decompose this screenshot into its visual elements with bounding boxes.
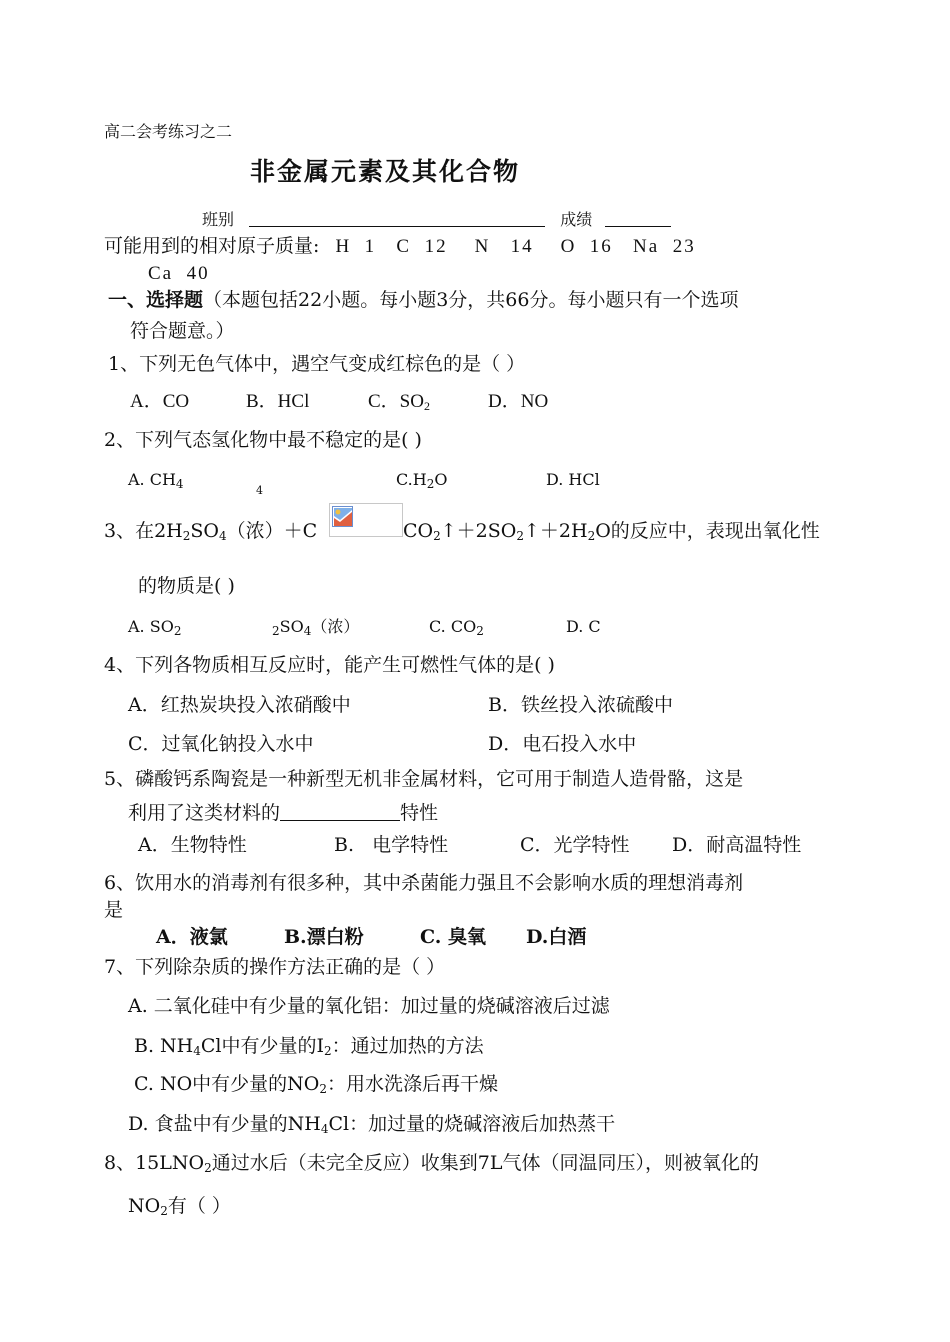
atomic-mass-row [104,234,696,259]
q5-option-c[interactable]: C．光学特性 [520,834,630,856]
q7-option-d-sub-1: 4 [320,1122,329,1136]
q7-option-b[interactable] [134,1034,484,1063]
q3-sub-5: 2 [516,529,525,543]
q3-option-a-text: A. SO [128,617,174,636]
q3-stem-line1-tail [403,519,820,548]
section-instructions-cont: 符合题意。） [130,320,235,342]
q7-option-b-sub-1: 4 [193,1044,201,1058]
q8-text-4: 有（ ） [167,1195,231,1217]
q5-text-pre: 利用了这类材料的 [128,802,281,824]
q3-text-1: 3、在2H [104,520,183,542]
q5-option-b[interactable]: B. 电学特性 [334,834,449,856]
q2-option-a[interactable] [128,468,184,496]
q7-option-b-sub-2: 2 [324,1044,332,1058]
broken-image-icon [332,506,354,528]
q1-option-a[interactable]: A．CO [130,391,190,412]
q7-option-d-text-2: Cl：加过量的烧碱溶液后加热蒸干 [328,1113,616,1135]
q3-option-b[interactable] [272,615,359,643]
q3-text-3: （浓）＋C [226,520,318,542]
q7-option-c-text-2: ：用水洗涤后再干燥 [326,1073,498,1095]
class-blank[interactable] [249,206,545,227]
q8-text-2: 通过水后（未完全反应）收集到7L气体（同温同压），则被氧化的 [211,1152,759,1174]
q8-text-3: NO [128,1195,161,1217]
series-label: 高二会考练习之二 [104,122,233,141]
q5-stem-line2 [128,800,438,825]
q3-sub-1: 2 [182,529,191,543]
q1-option-c-sub: 2 [423,399,430,413]
q1-option-c[interactable] [368,390,430,418]
q8-sub-2: 2 [160,1204,168,1218]
q3-option-b-sub: 2 [272,624,280,638]
score-label: 成绩 [560,210,593,229]
class-row [202,206,671,232]
q8-text-1: 8、15LNO [104,1152,205,1174]
reaction-condition-image [329,503,403,537]
q2-option-c-tail: O [434,470,448,489]
section-heading-row [108,288,738,312]
q3-sub-2: 4 [218,529,227,543]
q3-option-b-text: SO [279,617,304,636]
atomic-mass-values-cont: Ca 40 [148,263,210,284]
q7-option-b-text-2: Cl中有少量的I [200,1035,325,1057]
q3-option-c-sub: 2 [476,624,484,638]
q3-text-5: ↑＋2SO [440,520,517,542]
q3-option-b-tail: （浓） [311,617,360,636]
q3-option-c[interactable] [429,615,484,643]
q7-option-b-text-3: ：通过加热的方法 [331,1035,484,1057]
q3-text-7: O的反应中，表现出氧化性 [595,520,820,542]
q3-stem-line2: 的物质是( ) [138,575,235,597]
q5-option-a[interactable]: A．生物特性 [138,834,247,856]
section-heading: 一、选择题 [108,289,204,311]
atomic-mass-values: H 1 C 12 N 14 O 16 Na 23 [335,236,696,257]
q2-option-b-sub: 4 [256,484,263,497]
class-label: 班别 [202,210,235,229]
page-title: 非金属元素及其化合物 [250,157,521,186]
q1-option-b[interactable]: B．HCl [246,391,310,412]
q3-option-a-sub: 2 [173,624,182,638]
q6-stem-line2: 是 [104,899,124,921]
q3-option-b-sub2: 4 [303,624,312,638]
q1-option-c-text: C．SO [368,391,424,412]
q6-option-b[interactable]: B.漂白粉 [284,926,364,948]
q3-stem-line1 [104,519,317,548]
q4-option-c[interactable]: C．过氧化钠投入水中 [128,733,314,755]
q7-option-c[interactable] [134,1072,498,1101]
q8-stem-line1 [104,1151,759,1180]
q3-sub-4: 2 [433,529,441,543]
q3-option-d[interactable]: D. C [566,617,601,636]
q5-stem-line1: 5、磷酸钙系陶瓷是一种新型无机非金属材料，它可用于制造人造骨骼，这是 [104,768,744,790]
q3-text-4: CO [403,520,434,542]
q6-option-a[interactable]: A．液氯 [156,926,228,948]
q7-option-a[interactable]: A. 二氧化硅中有少量的氧化铝：加过量的烧碱溶液后过滤 [128,995,610,1017]
q3-option-c-text: C. CO [429,617,477,636]
q2-option-c-sub: 2 [426,477,435,491]
q1-option-d[interactable]: D．NO [488,391,549,412]
q2-option-c[interactable] [396,468,447,496]
q8-stem-line2 [128,1194,231,1223]
q2-option-a-sub: 4 [175,477,184,491]
q7-option-d-text-1: D. 食盐中有少量的NH [128,1113,321,1135]
q2-option-a-text: A. CH [128,470,176,489]
q4-option-d[interactable]: D．电石投入水中 [488,733,637,755]
q8-sub-1: 2 [204,1161,212,1175]
q7-option-c-sub-1: 2 [319,1082,327,1096]
q2-option-d[interactable]: D. HCl [546,470,600,489]
q7-option-d[interactable] [128,1112,615,1141]
q3-text-6: ↑＋2H [524,520,588,542]
q5-answer-blank[interactable] [280,800,400,821]
q3-option-a[interactable] [128,615,181,643]
q2-option-c-text: C.H [396,470,427,489]
atomic-mass-label: 可能用到的相对原子质量: [104,235,320,257]
score-blank[interactable] [605,206,671,227]
q5-text-post: 特性 [400,802,439,824]
q7-option-c-text-1: C. NO中有少量的NO [134,1073,320,1095]
q5-option-d[interactable]: D．耐高温特性 [672,834,802,856]
q7-stem: 7、下列除杂质的操作方法正确的是（ ） [104,956,446,978]
q6-stem-line1: 6、饮用水的消毒剂有很多种，其中杀菌能力强且不会影响水质的理想消毒剂 [104,872,744,894]
q4-option-a[interactable]: A．红热炭块投入浓硝酸中 [128,694,351,716]
q2-stem: 2、下列气态氢化物中最不稳定的是( ) [104,429,422,451]
section-instructions: （本题包括22小题。每小题3分，共66分。每小题只有一个选项 [203,289,739,311]
q6-option-d[interactable]: D.白酒 [526,926,587,948]
q6-option-c[interactable]: C. 臭氧 [420,926,487,948]
q4-option-b[interactable]: B．铁丝投入浓硫酸中 [488,694,673,716]
q2-option-b[interactable] [256,472,263,503]
q4-stem: 4、下列各物质相互反应时，能产生可燃性气体的是( ) [104,654,555,676]
q7-option-b-text-1: B. NH [134,1035,194,1057]
q3-sub-6: 2 [587,529,596,543]
q3-text-2: SO [190,520,219,542]
q1-stem: 1、下列无色气体中，遇空气变成红棕色的是（ ） [108,353,526,375]
